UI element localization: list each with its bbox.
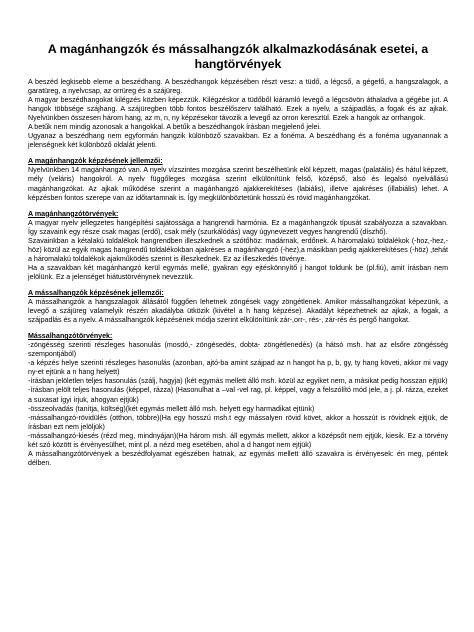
rule-item: -mássalhangzó-kiesés (rézd meg, mindnyájan)(Ha három msh. áll egymás mellett, akkor a középsőt nem ejtjük, kiesik. Ez a törvény két szó között is érvényesülhet, mint pl. a nézd meg esetében, ahol a d hangot nem ejtjük) [28, 431, 448, 449]
rule-item: -írásban jelöletlen teljes hasonulás (szálj, hagyja) (két egymás mellett álló msh. közül az egyiket nem, a másikat pedig hosszan ejtjük) [28, 377, 448, 386]
rule-item: -összeolvadás (tanítja, költség)(két egymás mellett álló msh. helyett egy harmadikat ejtünk) [28, 404, 315, 413]
rule-item: -a képzés helye szerinti részleges hasonulás (azonban, ajtó-ba amint szájpad az n hangot ha p, b, gy, ty hang követi, akkor mi vagy ny-et ejtünk a n hang helyett) [28, 359, 448, 377]
section-heading: A magánhangzótörvények: [28, 209, 119, 218]
document-title: A magánhangzók és mássalhangzók alkalmazkodásának esetei, a hangtörvények [47, 42, 429, 71]
section-paragraph: Ha a szavakban két magánhangzó kerül egymás mellé, gyakran egy ejtéskönnyítő j hangot toldunk be (pl.fiú), amit írásban nem jelölünk. Ez a jelenséget hiátustörvénynek nevezzük. [28, 263, 448, 281]
intro-block [28, 78, 448, 150]
rule-item: A mássalhangzótörvények a beszédfolyamat egészében hatnak, az egymás mellett álló szavakra is érvényesek: én meg, péntek délben. [28, 449, 448, 467]
rule-item: -mássalhangzó-rövidülés (otthon, többre)(Ha egy hosszú msh.t egy mássalyen rövid követ, akkor a hosszút is rövidnek ejtjük, de írásban ezt nem jelöljük) [28, 413, 448, 431]
intro-paragraph: A betűk nem mindig azonosak a hangokkal. A betűk a beszédhangok írásban megjelenő jelei. [28, 123, 322, 132]
section-heading: A magánhangzók képzésének jellemzői: [28, 157, 163, 166]
section-paragraph: A magyar nyelv jellegzetes hangépítési sajátossága a hangrendi harmónia. Ez a magánhangzók típusát szabályozza a szavakban. Így szavaink egy része csak magas (erdő), csak mély (szurkálódás) vagy úgynevezett vegyes hangrendű (díszhő). [28, 218, 448, 236]
section-heading: A mássalhangzók képzésének jellemzői: [28, 288, 164, 297]
rule-item: -írásban jelölt teljes hasonulás (képpel, rázza) (Hasonulhat a –val -vel rag, pl. képpel, vagy a felszólító mód jele, a j. pl. rázza, ezeket a suxasat ígyi írjuk, ahogyan ejtjük) [28, 386, 448, 404]
intro-paragraph: A magyar beszédhangokat kilégzés közben képezzük. Kilégzéskor a tüdőből kiáramló levegő a légcsövön áthaladva a gégébe jut. A hangok többsége szájhang. A szájüregben több fontos beszélőszerv található. Ezek a nyelv, a szájpadlás, a fogak és az ajkak. Nyelvünkben összesen három hang, az m, n, ny képzésekor távozik a levegő az orron keresztül. Ezek a hangok az orrhangok. [28, 96, 448, 123]
section-paragraph: A mássalhangzók a hangszalagok állásától függően lehetnek zöngések vagy zöngétlenek. Amikor mássalhangzókat képezünk, a levegő a szájüreg valamelyik részén akadályba ütközik (kivétel a h hang képzése). Akadályt képezhetnek az ajkak, a fogak, a szájpadlás és a nyelv. A mássalhangzók képzésének módja szerint elkülönítünk zár-,orr-, rés-, zár-rés és pergő hangokat. [28, 298, 448, 325]
intro-paragraph: A beszéd legkisebb eleme a beszédhang. A beszédhangok képzésében részt vesz: a tüdő, a légcső, a gégefő, a hangszalagok, a garatüreg, a nyelvcsap, az orrüreg és a szájüreg. [28, 78, 448, 96]
section-paragraph: Szavainkban a kétalakú toldalékok hangrendben illeszkednek a szótőhöz: madárnak, erdőnek. A háromalakú toldalékok (-hoz,-hez,-höz) közül az egyik magas hangrendű toldalékokban ajakréses a magánhangzó (-hez),a másikban pedig ajakkerekítéses (-höz) ,tehát a háromalakú toldalékok ajakműködés szerint is illeszkednek. Ez az illeszkedés tövénye. [28, 236, 448, 263]
section-paragraph: Nyelvünkben 14 magánhangzó van. A nyelv vízszintes mozgása szerint beszélhetünk elöl képzett, magas (palatális) és hátul képzett, mély (veláris) hangokról. A nyelv függőleges mozgása szerint elkülönítünk felső, középső, alsó és legalsó nyelvállású magánhangzókat. Az ajkak működése szerint a magánhangzó ajakkerekítéses (labiális), illetve ajakréses (illabiális) lehet. A képzésben fontos szerepe van az időtartamnak is. Így megkülönböztetünk hosszú és rövid magánhangzókat. [28, 166, 448, 202]
rule-item: -zöngésség szerinti részleges hasonulás (mosdó,- zöngésedés, dobta- zöngétlenedés) (a hátsó msh. hat az elsőre zöngésség szempontjából) [28, 341, 448, 359]
intro-paragraph: Ugyanaz a beszédhang nem egyformán hangzik különböző szavakban. Ez a fonéma. A beszédhang és a fonéma ugyanannak a jelenségnek két különböző oldalát jelenti. [28, 132, 448, 150]
rules-heading: Mássalhangzótörvények: [28, 332, 113, 341]
